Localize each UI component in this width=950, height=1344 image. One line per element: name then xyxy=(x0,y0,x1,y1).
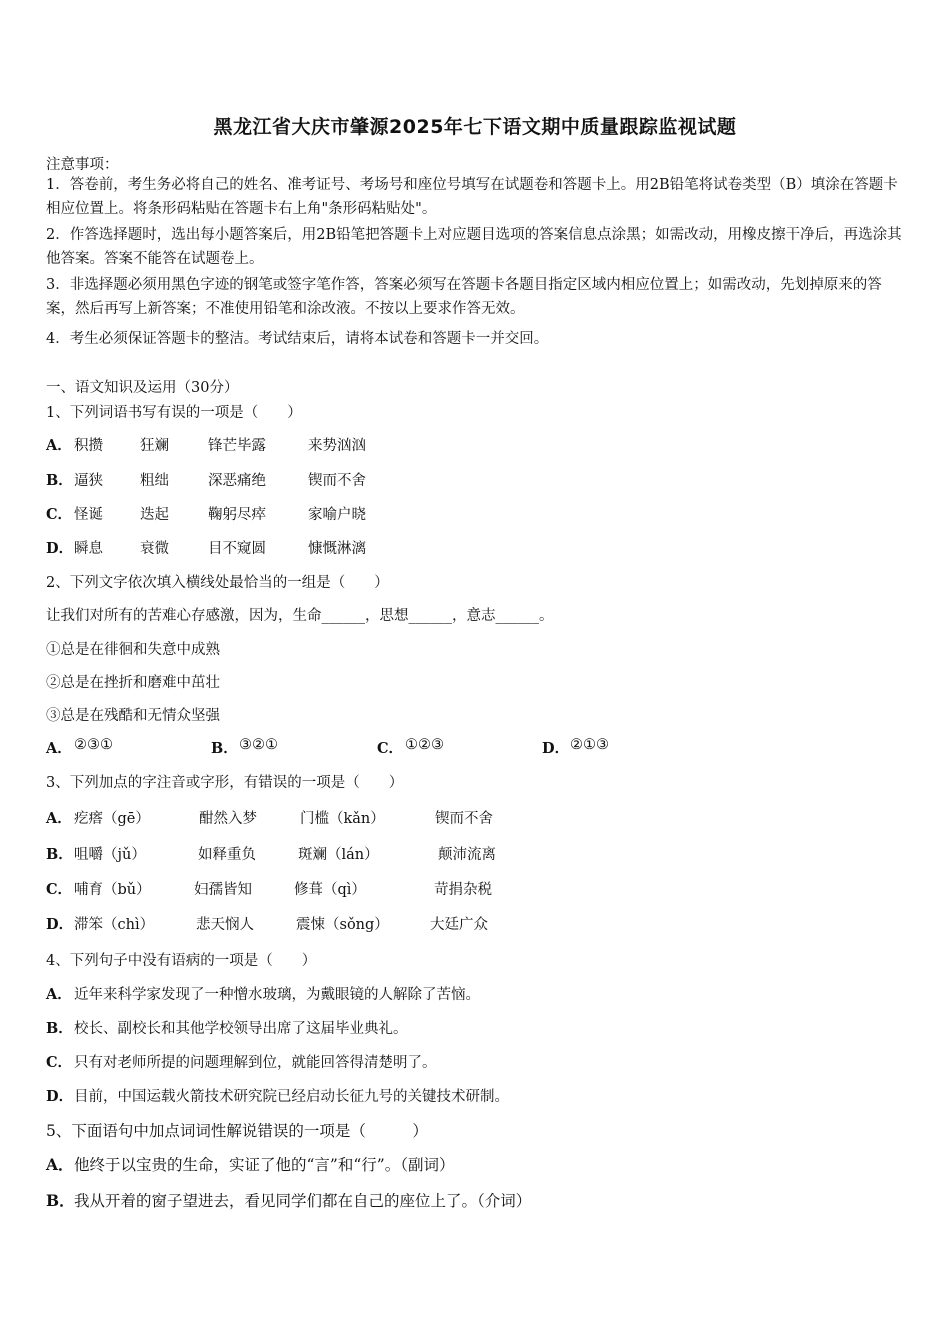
option-word: 大廷广众 xyxy=(430,917,488,933)
option-label: A． xyxy=(46,986,72,1003)
option-word: 逼狭 xyxy=(74,473,103,489)
option-word: 积攒 xyxy=(74,438,103,454)
option-word: 妇孺皆知 xyxy=(194,882,252,898)
option-label: D． xyxy=(46,540,74,557)
option-word: 目不窥圆 xyxy=(208,541,266,557)
question-stem: 1、下列词语书写有误的一项是（ ） xyxy=(46,405,302,421)
option-label: B． xyxy=(46,1020,73,1037)
list-item: ③总是在残酷和无情众坚强 xyxy=(46,708,220,724)
question-stem: 4、下列句子中没有语病的一项是（ ） xyxy=(46,953,317,969)
option-word: 锲而不舍 xyxy=(308,473,366,489)
question-passage: 让我们对所有的苦难心存感激，因为，生命______，思想______，意志______。 xyxy=(46,608,554,624)
option-row xyxy=(46,1153,906,1175)
option-label: B． xyxy=(46,1191,75,1210)
option-word: 颠沛流离 xyxy=(438,847,496,863)
option-text: 校长、副校长和其他学校领导出席了这届毕业典礼。 xyxy=(74,1021,408,1037)
question-stem: 5、下面语句中加点词词性解说错误的一项是（ ） xyxy=(46,1122,428,1140)
option-text: 目前，中国运载火箭技术研究院已经启动长征九号的关键技术研制。 xyxy=(74,1089,509,1105)
option-row xyxy=(46,878,906,900)
option-word: 酣然入梦 xyxy=(199,811,257,827)
option-text: 近年来科学家发现了一种憎水玻璃，为戴眼镜的人解除了苦恼。 xyxy=(74,987,480,1003)
option-word: 悲天悯人 xyxy=(196,917,254,933)
option-word: 咀嚼（jǔ） xyxy=(74,847,146,863)
option-word: 斑斓（lán） xyxy=(298,847,379,863)
option-word: 滞笨（chì） xyxy=(74,917,155,933)
option-label: C． xyxy=(46,1054,73,1071)
option-row xyxy=(46,503,906,525)
option-word: 迭起 xyxy=(140,507,169,523)
list-item: ①总是在徘徊和失意中成熟 xyxy=(46,642,220,658)
option-label: A． xyxy=(46,740,72,757)
option-label: D． xyxy=(46,916,74,933)
option-row xyxy=(46,737,906,759)
option-label: B． xyxy=(46,846,73,863)
option-label: D． xyxy=(542,740,570,757)
option-word: 修葺（qì） xyxy=(294,882,366,898)
option-word: 锲而不舍 xyxy=(435,811,493,827)
option-label: C． xyxy=(46,881,73,898)
question-stem: 3、下列加点的字注音或字形，有错误的一项是（ ） xyxy=(46,775,404,791)
question-stem: 2、下列文字依次填入横线处最恰当的一组是（ ） xyxy=(46,575,389,591)
option-label: A． xyxy=(46,437,72,454)
page-title: 黑龙江省大庆市肇源2025年七下语文期中质量跟踪监视试题 xyxy=(213,116,737,138)
option-row xyxy=(46,807,906,829)
option-row xyxy=(46,434,906,456)
notice-heading: 注意事项： xyxy=(46,157,119,173)
option-text: ③②① xyxy=(239,737,278,753)
option-row xyxy=(46,1189,906,1211)
list-item: ②总是在挫折和磨难中茁壮 xyxy=(46,675,220,691)
section-heading: 一、语文知识及运用（30分） xyxy=(46,380,239,396)
notice-item: 4．考生必须保证答题卡的整洁。考试结束后，请将本试卷和答题卡一并交回。 xyxy=(46,331,549,347)
option-word: 衰微 xyxy=(140,541,169,557)
option-label: C． xyxy=(377,740,404,757)
option-label: C． xyxy=(46,506,73,523)
option-row xyxy=(46,913,906,935)
option-row xyxy=(46,1085,906,1107)
option-word: 慷慨淋漓 xyxy=(308,541,366,557)
option-row xyxy=(46,469,906,491)
option-word: 鞠躬尽瘁 xyxy=(208,507,266,523)
notice-item: 3．非选择题必须用黑色字迹的钢笔或签字笔作答，答案必须写在答题卡各题目指定区域内相应位置上；如需改动，先划掉原来的答案，然后再写上新答案；不准使用铅笔和涂改液。不按以上要求作答无效。 xyxy=(46,277,882,317)
option-word: 瞬息 xyxy=(74,541,103,557)
option-label: A． xyxy=(46,810,72,827)
option-row xyxy=(46,843,906,865)
option-text: ①②③ xyxy=(405,737,444,753)
option-row xyxy=(46,983,906,1005)
option-label: B． xyxy=(46,472,73,489)
option-row xyxy=(46,1051,906,1073)
option-text: ②③① xyxy=(74,737,113,753)
option-word: 震悚（sǒng） xyxy=(296,917,389,933)
option-word: 苛捐杂税 xyxy=(434,882,492,898)
option-word: 哺育（bǔ） xyxy=(74,882,151,898)
option-word: 门槛（kǎn） xyxy=(300,811,385,827)
notice-item: 1．答卷前，考生务必将自己的姓名、准考证号、考场号和座位号填写在试题卷和答题卡上。用2B铅笔将试卷类型（B）填涂在答题卡相应位置上。将条形码粘贴在答题卡右上角"条形码粘贴处"。 xyxy=(46,177,898,217)
option-text: ②①③ xyxy=(570,737,609,753)
notice-item: 2．作答选择题时，选出每小题答案后，用2B铅笔把答题卡上对应题目选项的答案信息点涂黑；如需改动，用橡皮擦干净后，再选涂其他答案。答案不能答在试题卷上。 xyxy=(46,227,902,267)
option-word: 深恶痛绝 xyxy=(208,473,266,489)
option-word: 疙瘩（gē） xyxy=(74,811,150,827)
option-text: 他终于以宝贵的生命，实证了他的“言”和“行”。（副词） xyxy=(74,1156,455,1174)
option-text: 只有对老师所提的问题理解到位，就能回答得清楚明了。 xyxy=(74,1055,437,1071)
option-word: 狂斓 xyxy=(140,438,169,454)
option-row xyxy=(46,1017,906,1039)
option-label: B． xyxy=(211,740,238,757)
option-word: 粗绌 xyxy=(140,473,169,489)
option-text: 我从开着的窗子望进去，看见同学们都在自己的座位上了。（介词） xyxy=(74,1192,532,1210)
option-label: D． xyxy=(46,1088,74,1105)
option-row xyxy=(46,537,906,559)
option-word: 来势汹汹 xyxy=(308,438,366,454)
option-word: 如释重负 xyxy=(198,847,256,863)
option-word: 锋芒毕露 xyxy=(208,438,266,454)
option-word: 家喻户晓 xyxy=(308,507,366,523)
option-label: A． xyxy=(46,1155,74,1174)
option-word: 怪诞 xyxy=(74,507,103,523)
